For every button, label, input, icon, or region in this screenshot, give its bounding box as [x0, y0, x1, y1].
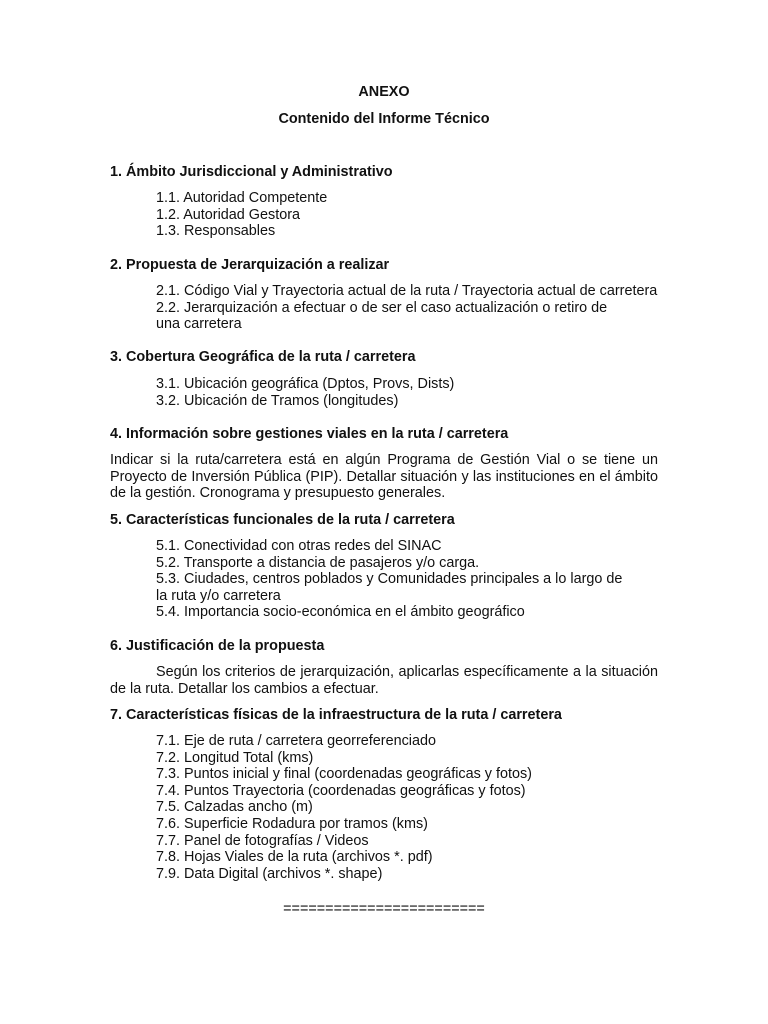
- section-7-list: [156, 733, 676, 882]
- section-6-paragraph: Según los criterios de jerarquización, aplicarlas específicamente a la situación de la ruta. Detallar los cambios a efectuar.: [110, 664, 658, 697]
- list-item: 1.3. Responsables: [156, 223, 276, 240]
- list-item: 7.5. Calzadas ancho (m): [156, 799, 313, 816]
- section-1-list: [156, 190, 676, 240]
- list-item: 1.1. Autoridad Competente: [156, 190, 328, 206]
- list-item: 5.4. Importancia socio-económica en el ámbito geográfico: [156, 604, 525, 621]
- list-item: 7.1. Eje de ruta / carretera georreferenciado: [156, 733, 436, 749]
- list-item: 3.2. Ubicación de Tramos (longitudes): [156, 392, 399, 409]
- list-item: 2.2. Jerarquización a efectuar o de ser el caso actualización o retiro de una carretera: [156, 299, 608, 333]
- end-separator: ========================: [283, 901, 485, 917]
- section-2-heading: 2. Propuesta de Jerarquización a realizar: [110, 257, 390, 273]
- section-7-heading: 7. Características físicas de la infraestructura de la ruta / carretera: [110, 707, 562, 723]
- list-item: 7.2. Longitud Total (kms): [156, 749, 314, 766]
- list-item: 7.8. Hojas Viales de la ruta (archivos *. pdf): [156, 849, 433, 866]
- list-item: 7.3. Puntos inicial y final (coordenadas geográficas y fotos): [156, 766, 532, 783]
- list-item: 2.1. Código Vial y Trayectoria actual de la ruta / Trayectoria actual de carretera: [156, 283, 658, 299]
- list-item: 7.6. Superficie Rodadura por tramos (kms): [156, 815, 428, 832]
- list-item: 5.2. Transporte a distancia de pasajeros y/o carga.: [156, 554, 480, 571]
- section-1-heading: 1. Ámbito Jurisdiccional y Administrativo: [110, 164, 393, 180]
- list-item: 7.7. Panel de fotografías / Videos: [156, 832, 369, 849]
- section-5-list: [156, 538, 676, 621]
- document-subtitle: Contenido del Informe Técnico: [278, 111, 490, 127]
- list-item: 3.1. Ubicación geográfica (Dptos, Provs, Dists): [156, 376, 455, 392]
- section-2-list: [156, 283, 676, 333]
- section-4-paragraph: Indicar si la ruta/carretera está en algún Programa de Gestión Vial o se tiene un Proyecto de Inversión Pública (PIP). Detallar situación y las instituciones en el ámbito de la gestión. Cronograma y presupuesto generales.: [110, 452, 658, 502]
- document-title: ANEXO: [358, 84, 410, 100]
- section-5-heading: 5. Características funcionales de la ruta / carretera: [110, 512, 455, 528]
- section-4-heading: 4. Información sobre gestiones viales en la ruta / carretera: [110, 426, 509, 442]
- list-item: 1.2. Autoridad Gestora: [156, 206, 300, 223]
- section-3-list: [156, 376, 676, 409]
- section-3-heading: 3. Cobertura Geográfica de la ruta / carretera: [110, 349, 416, 365]
- list-item: 5.1. Conectividad con otras redes del SINAC: [156, 538, 442, 554]
- list-item: 5.3. Ciudades, centros poblados y Comunidades principales a lo largo de la ruta y/o carretera: [156, 571, 623, 604]
- section-6-heading: 6. Justificación de la propuesta: [110, 638, 325, 654]
- list-item: 7.4. Puntos Trayectoria (coordenadas geográficas y fotos): [156, 782, 526, 799]
- list-item: 7.9. Data Digital (archivos *. shape): [156, 865, 383, 882]
